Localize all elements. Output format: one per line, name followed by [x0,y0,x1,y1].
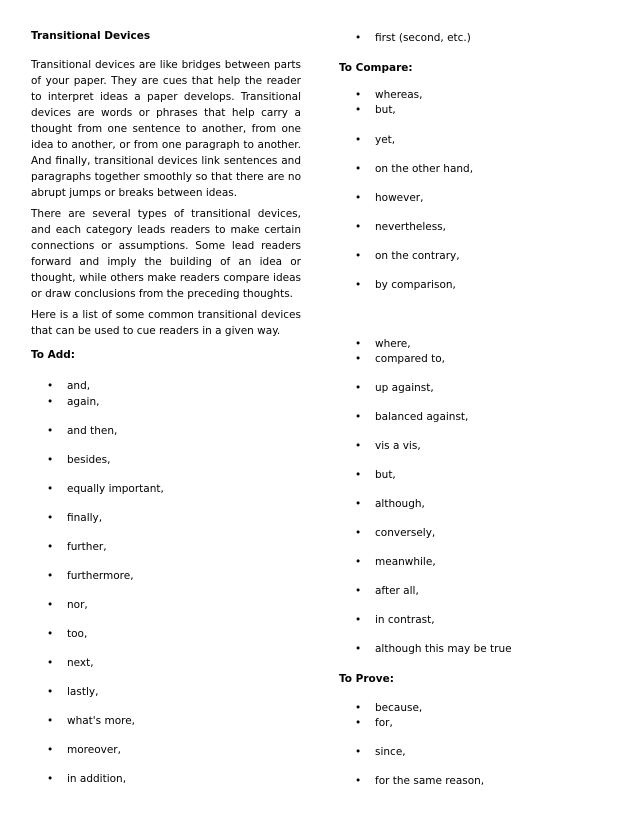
list-item: • in contrast, [375,614,435,626]
list-intro-paragraph [31,307,301,339]
list-item: • up against, [375,382,434,394]
section-heading-add: To Add: [31,349,75,361]
section-heading-prove: To Prove: [339,673,394,685]
list-item: • and, [67,380,90,392]
list-item: • next, [67,657,94,669]
paragraph-text: Here is a list of some common transitional devices that can be used to cue readers in a given way. [31,309,301,337]
list-item: • yet, [375,134,395,146]
list-item: • equally important, [67,483,164,495]
list-item: • besides, [67,454,110,466]
list-item: • where, [375,338,411,350]
paragraph-text: Transitional devices are like bridges between parts of your paper. They are cues that help the reader to interpret ideas a paper develops. Transitional devices are words or phrases that help carry a thought from one sentence to another, from one idea to another, or from one paragraph to another. And finally, transitional devices link sentences and paragraphs together smoothly so that there are no abrupt jumps or breaks between ideas. [31,59,301,199]
list-item: • however, [375,192,423,204]
list-item: • on the contrary, [375,250,460,262]
list-item: • although this may be true [375,643,512,655]
list-item: • moreover, [67,744,121,756]
list-item: • lastly, [67,686,98,698]
list-item: • but, [375,104,396,116]
types-paragraph [31,206,301,302]
list-item: • again, [67,396,99,408]
list-item: • what's more, [67,715,135,727]
list-item: • too, [67,628,87,640]
list-item: • finally, [67,512,102,524]
list-item: • because, [375,702,422,714]
list-item: • nevertheless, [375,221,446,233]
list-item: • nor, [67,599,88,611]
section-heading-compare: To Compare: [339,62,413,74]
document-title: Transitional Devices [31,30,151,42]
list-item: • meanwhile, [375,556,436,568]
paragraph-text: There are several types of transitional devices, and each category leads readers to make certain connections or assumptions. Some lead readers forward and imply the building of an idea or thought, while others make readers compare ideas or draw conclusions from the preceding thoughts. [31,208,301,300]
list-item: • first (second, etc.) [375,32,471,44]
list-item: • on the other hand, [375,163,473,175]
list-item: • furthermore, [67,570,134,582]
intro-paragraph [31,57,301,201]
list-item: • although, [375,498,425,510]
list-item: • balanced against, [375,411,468,423]
list-item: • since, [375,746,406,758]
list-item: • further, [67,541,107,553]
list-item: • and then, [67,425,117,437]
list-item: • whereas, [375,89,423,101]
list-item: • vis a vis, [375,440,421,452]
list-item: • in addition, [67,773,126,785]
list-item: • for, [375,717,393,729]
list-item: • compared to, [375,353,445,365]
list-item: • after all, [375,585,419,597]
list-item: • conversely, [375,527,435,539]
list-item: • by comparison, [375,279,456,291]
list-item: • for the same reason, [375,775,484,787]
list-item: • but, [375,469,396,481]
